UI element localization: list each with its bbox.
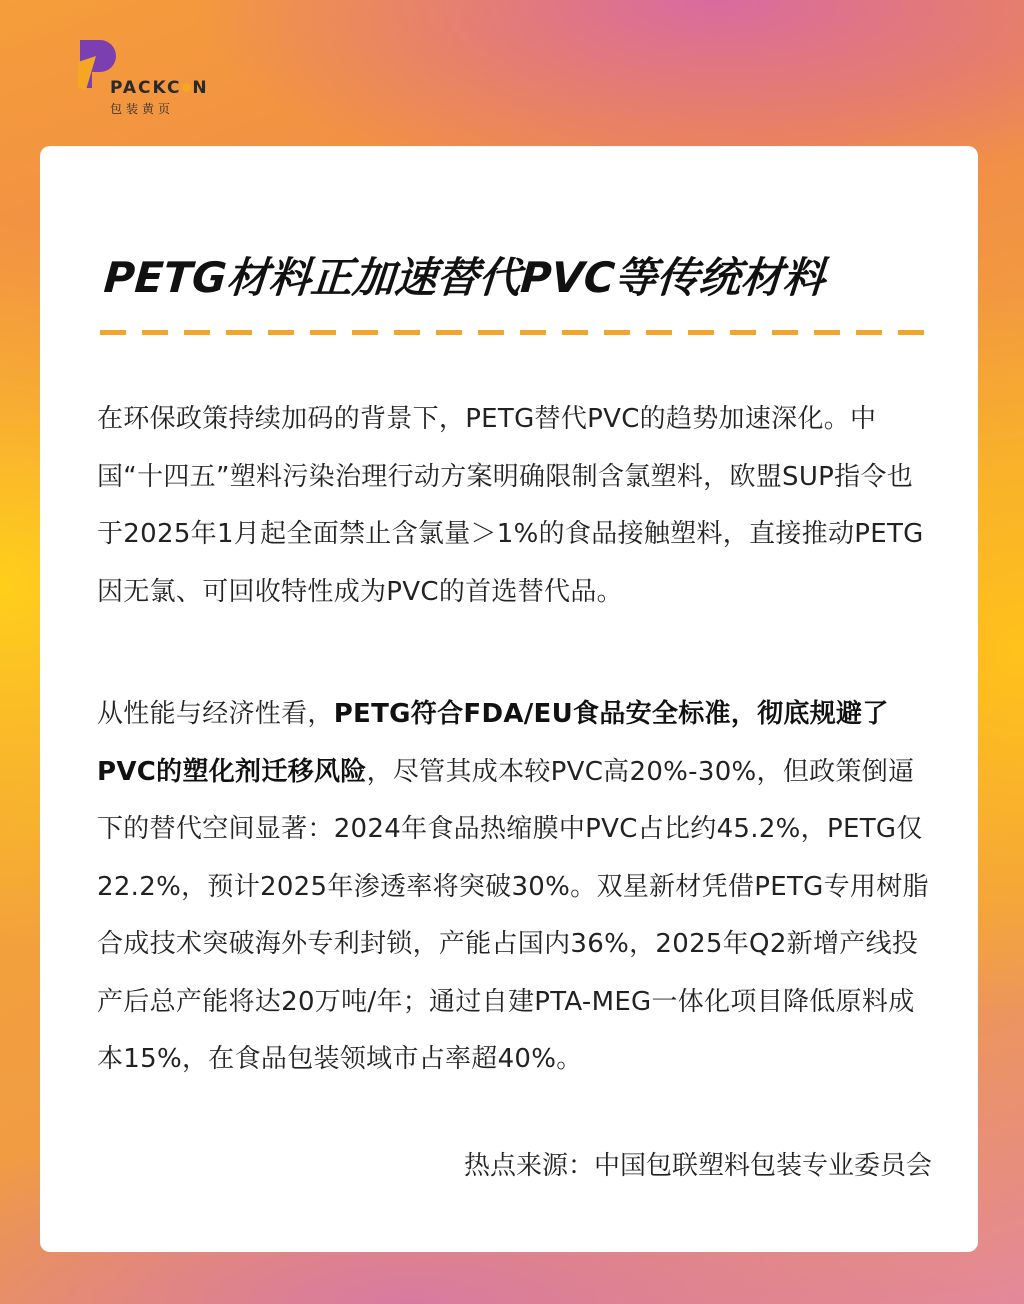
article-title: PETG材料正加速替代PVC等传统材料 <box>102 253 827 302</box>
paragraph-2-rest: ，尽管其成本较PVC高20%-30%，但政策倒逼下的替代空间显著：2024年食品热缩膜中PVC占比约45.2%，PETG仅22.2%，预计2025年渗透率将突破30%。双星新材凭借PETG专用树脂合成技术突破海外专利封锁，产能占国内36%，2025年Q2新增产线投产后总产能将达20万吨/年；通过自建PTA-MEG一体化项目降低原料成本15%，在食品包装领域市占率超40%。 <box>97 756 929 1074</box>
logo-subtitle: 包装黄页 <box>110 102 175 116</box>
article-source: 热点来源：中国包联塑料包装专业委员会 <box>463 1151 932 1181</box>
article-paragraph-1: 在环保政策持续加码的背景下，PETG替代PVC的趋势加速深化。中国“十四五”塑料污染治理行动方案明确限制含氯塑料，欧盟SUP指令也于2025年1月起全面禁止含氯量＞1%的食品接触塑料，直接推动PETG因无氯、可回收特性成为PVC的首选替代品。 <box>97 404 924 607</box>
logo-wordmark <box>110 78 209 98</box>
title-divider <box>100 330 934 335</box>
article-paragraph-2 <box>97 686 937 1089</box>
paragraph-2-lead: 从性能与经济性看， <box>97 699 334 729</box>
logo-wordmark-left: PACKC <box>110 78 182 98</box>
article-card <box>40 146 978 1252</box>
paragraph-2-highlight: PETG符合FDA/EU食品安全标准，彻底规避了PVC的塑化剂迁移风险 <box>97 699 889 787</box>
logo-wordmark-dot <box>182 83 191 92</box>
logo-wordmark-right: N <box>192 78 209 98</box>
packcon-logo <box>74 36 234 118</box>
